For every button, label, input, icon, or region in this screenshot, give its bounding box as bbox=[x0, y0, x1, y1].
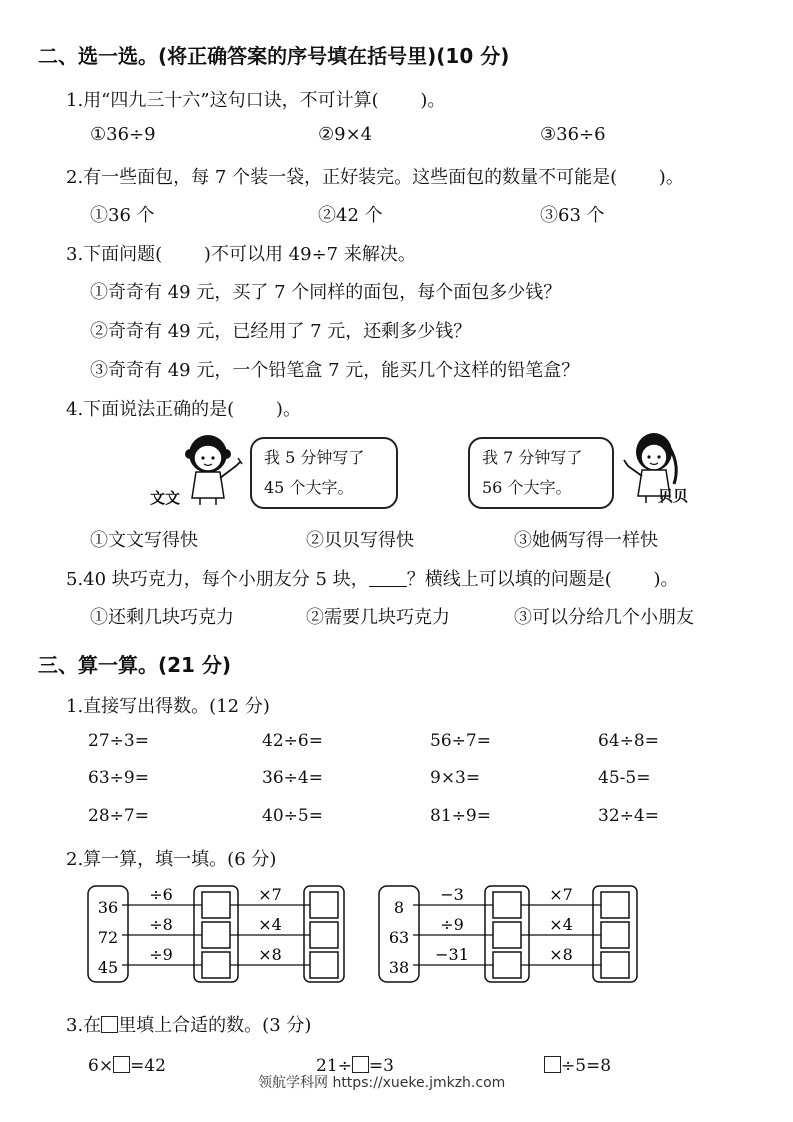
speech-bubble-beibei bbox=[468, 437, 614, 509]
bubble-beibei-line-2: 56 个大字。 bbox=[482, 478, 572, 497]
calc-item: 40÷5= bbox=[262, 806, 323, 826]
calc-item: 42÷6= bbox=[262, 731, 323, 751]
flow-operation: ÷8 bbox=[149, 915, 173, 934]
bubble-wenwen-line-2: 45 个大字。 bbox=[264, 478, 354, 497]
calc-question-1-stem: 1.直接写出得数。(12 分) bbox=[66, 696, 270, 717]
flow-diagram-right bbox=[377, 882, 641, 988]
flow-input: 8 bbox=[393, 898, 405, 917]
q4-option-2: ②贝贝写得快 bbox=[306, 530, 414, 551]
calc-item: 27÷3= bbox=[88, 731, 149, 751]
q3-stem-part-2: 里填上合适的数。(3 分) bbox=[118, 1015, 312, 1036]
footer-watermark[interactable]: 领航学科网 https://xueke.jmkzh.com bbox=[258, 1075, 506, 1091]
flow-operation: ×7 bbox=[258, 885, 282, 904]
answer-box[interactable] bbox=[544, 1056, 561, 1073]
q5-option-3: ③可以分给几个小朋友 bbox=[514, 607, 694, 628]
answer-box[interactable] bbox=[202, 952, 230, 978]
name-wenwen: 文文 bbox=[150, 489, 181, 507]
flow-operation: ×4 bbox=[549, 915, 573, 934]
answer-box[interactable] bbox=[493, 892, 521, 918]
q5-option-1: ①还剩几块巧克力 bbox=[90, 607, 234, 628]
answer-box[interactable] bbox=[601, 922, 629, 948]
calc-item: 45-5= bbox=[598, 768, 651, 788]
speech-bubble-wenwen bbox=[250, 437, 398, 509]
answer-box[interactable] bbox=[113, 1056, 130, 1073]
calc-item: 56÷7= bbox=[430, 731, 491, 751]
calc-item: 32÷4= bbox=[598, 806, 659, 826]
flow-operation: −31 bbox=[435, 945, 469, 964]
fill-item-suffix: =42 bbox=[130, 1056, 166, 1076]
flow-input: 38 bbox=[388, 958, 410, 977]
flow-input: 72 bbox=[97, 928, 119, 947]
answer-box[interactable] bbox=[202, 892, 230, 918]
answer-box[interactable] bbox=[493, 952, 521, 978]
q3-option-1: ①奇奇有 49 元，买了 7 个同样的面包，每个面包多少钱？ bbox=[90, 282, 562, 303]
fill-item-prefix: 21÷ bbox=[316, 1056, 352, 1076]
blank-square-icon bbox=[101, 1016, 118, 1033]
q5-stem-part-2: ？横线上可以填的问题是( )。 bbox=[406, 569, 679, 590]
answer-box[interactable] bbox=[352, 1056, 369, 1073]
question-5-stem bbox=[66, 565, 678, 591]
calc-item: 36÷4= bbox=[262, 768, 323, 788]
calc-question-2-stem: 2.算一算，填一填。(6 分) bbox=[66, 849, 277, 870]
q5-option-2: ②需要几块巧克力 bbox=[306, 607, 450, 628]
fill-item-1 bbox=[88, 1056, 166, 1076]
q4-option-1: ①文文写得快 bbox=[90, 530, 198, 551]
bubble-wenwen-line-1: 我 5 分钟写了 bbox=[264, 448, 365, 467]
flow-operation: ×8 bbox=[549, 945, 573, 964]
girl-wenwen-illustration bbox=[182, 432, 246, 506]
calc-item: 63÷9= bbox=[88, 768, 149, 788]
answer-box[interactable] bbox=[202, 922, 230, 948]
calc-item: 81÷9= bbox=[430, 806, 491, 826]
calc-item: 28÷7= bbox=[88, 806, 149, 826]
fill-item-prefix: 6× bbox=[88, 1056, 114, 1076]
flow-operation: −3 bbox=[440, 885, 464, 904]
flow-input: 36 bbox=[97, 898, 119, 917]
flow-input: 63 bbox=[388, 928, 410, 947]
answer-box[interactable] bbox=[601, 952, 629, 978]
question-1-stem: 1.用“四九三十六”这句口诀，不可计算( )。 bbox=[66, 90, 446, 111]
question-3-stem: 3.下面问题( )不可以用 49÷7 来解决。 bbox=[66, 244, 416, 265]
answer-box[interactable] bbox=[601, 892, 629, 918]
flow-operation: ÷6 bbox=[149, 885, 173, 904]
flow-operation: ×4 bbox=[258, 915, 282, 934]
answer-box[interactable] bbox=[310, 922, 338, 948]
q1-option-2: ②9×4 bbox=[318, 124, 373, 145]
name-beibei: 贝贝 bbox=[658, 487, 689, 505]
calc-item: 9×3= bbox=[430, 768, 481, 788]
calc-question-3-stem bbox=[66, 1011, 311, 1037]
fill-item-suffix: =3 bbox=[368, 1056, 394, 1076]
question-2-stem: 2.有一些面包，每 7 个装一袋，正好装完。这些面包的数量不可能是( )。 bbox=[66, 167, 684, 188]
q4-option-3: ③她俩写得一样快 bbox=[514, 530, 658, 551]
flow-operation: ÷9 bbox=[149, 945, 173, 964]
flow-operation: ×8 bbox=[258, 945, 282, 964]
q2-option-2: ②42 个 bbox=[318, 205, 383, 226]
q1-option-1: ①36÷9 bbox=[90, 124, 156, 145]
answer-box[interactable] bbox=[310, 952, 338, 978]
q3-stem-part-1: 3.在 bbox=[66, 1015, 102, 1036]
q3-option-3: ③奇奇有 49 元，一个铅笔盒 7 元，能买几个这样的铅笔盒？ bbox=[90, 360, 580, 381]
section-2-title: 二、选一选。(将正确答案的序号填在括号里)(10 分) bbox=[38, 44, 510, 68]
flow-input: 45 bbox=[97, 958, 119, 977]
flow-diagram-left bbox=[86, 882, 348, 988]
flow-operation: ÷9 bbox=[440, 915, 464, 934]
q3-option-2: ②奇奇有 49 元，已经用了 7 元，还剩多少钱？ bbox=[90, 321, 472, 342]
fill-item-suffix: ÷5=8 bbox=[561, 1056, 612, 1076]
flow-operation: ×7 bbox=[549, 885, 573, 904]
q5-blank-line bbox=[369, 586, 407, 587]
q5-stem-part-1: 5.40 块巧克力，每个小朋友分 5 块， bbox=[66, 569, 369, 590]
q2-option-1: ①36 个 bbox=[90, 205, 155, 226]
answer-box[interactable] bbox=[310, 892, 338, 918]
question-4-stem: 4.下面说法正确的是( )。 bbox=[66, 399, 301, 420]
bubble-beibei-line-1: 我 7 分钟写了 bbox=[482, 448, 583, 467]
q1-option-3: ③36÷6 bbox=[540, 124, 606, 145]
section-3-title: 三、算一算。(21 分) bbox=[38, 653, 232, 677]
fill-item-3 bbox=[544, 1056, 611, 1076]
calc-item: 64÷8= bbox=[598, 731, 659, 751]
q2-option-3: ③63 个 bbox=[540, 205, 605, 226]
answer-box[interactable] bbox=[493, 922, 521, 948]
